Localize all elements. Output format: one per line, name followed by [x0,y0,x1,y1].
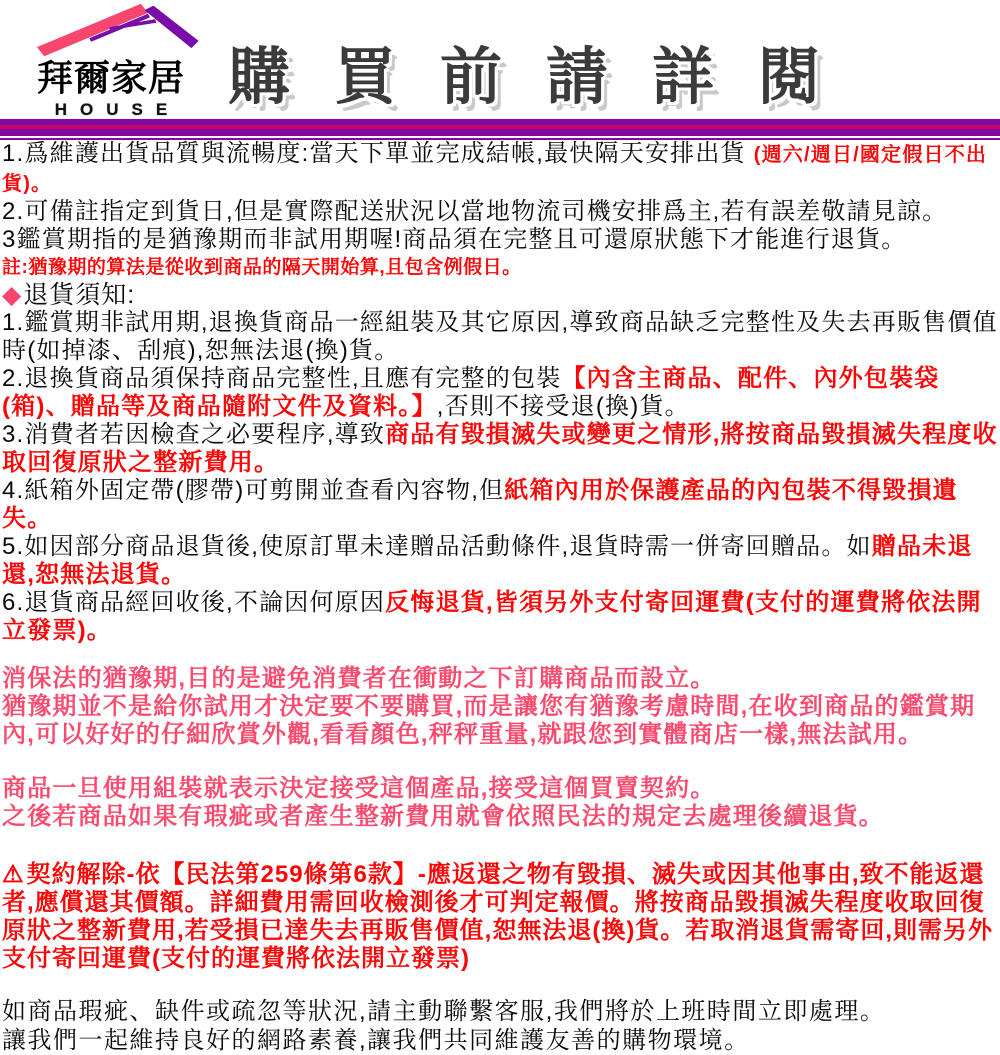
return-item-2-highlight: 【內含主商品、配件、內外包裝袋(箱)、贈品等及商品隨附文件及資料。】 [2,365,940,420]
shipping-note-1 [2,140,998,198]
divider-bar [0,119,1000,140]
contract-clause-text: 契約解除-依【民法第259條第6款】-應返還之物有毀損、滅失或因其他事由,致不能返還者,應償還其價額。詳細費用需回收檢測後才可判定報價。將按商品毀損滅失程度收取回復原狀之整新費用,若受損已達失去再販售價值,恕無法退(換)貨。若取消退貨需寄回,則需另外支付寄回運費(支付的運費將依法開立發票) [2,861,993,972]
return-item-6 [2,589,998,645]
closing-p2: 讓我們一起維持良好的網路素養,讓我們共同維護友善的購物環境。 [2,1027,750,1054]
return-item-5-text: 5.如因部分商品退貨後,使原訂單未達贈品活動條件,退貨時需一併寄回贈品。如 [2,533,872,560]
contract-termination-clause [2,861,998,973]
acceptance-p1: 商品一旦使用組裝就表示決定接受這個產品,接受這個買賣契約。 [2,775,716,802]
return-item-6-highlight: 反悔退貨,皆須另外支付寄回運費(支付的運費將依法開立發票)。 [2,589,982,644]
shipping-note-1-text: 1.爲維護出貨品質與流暢度:當天下單並完成結帳,最快隔天安排出貨 [2,140,746,167]
diamond-icon: ◆ [2,281,23,309]
return-item-2-text-b: ,否則不接受退(換)貨。 [436,393,690,420]
brand-logo [8,2,214,118]
cooling-off-p1: 消保法的猶豫期,目的是避免消費者在衝動之下訂購商品而設立。 [2,665,716,692]
notice-body [0,140,1000,1055]
page-title: 購買前請詳閱 [228,43,865,112]
closing-p1: 如商品瑕疵、缺件或疏忽等狀況,請主動聯繫客服,我們將於上班時間立即處理。 [2,998,886,1025]
return-item-5-highlight: 贈品未退還,恕無法退貨。 [2,533,973,588]
brand-name-en: HOUSE [54,100,181,119]
return-item-1: 1.鑑賞期非試用期,退換貨商品一經組裝及其它原因,導致商品缺乏完整性及失去再販售價值時(如掉漆、刮痕),恕無法退(換)貨。 [2,309,998,364]
return-item-4-highlight: 紙箱內用於保護產品的內包裝不得毀損遺失。 [2,477,958,532]
header [0,0,1000,119]
brand-name-zh: 拜爾家居 [36,57,185,98]
shipping-note-3: 3鑑賞期指的是猶豫期而非試用期喔!商品須在完整且可還原狀態下才能進行退貨。 [2,226,907,253]
acceptance-p2: 之後若商品如果有瑕疵或者產生整新費用就會依照民法的規定去處理後續退貨。 [2,803,884,830]
return-item-2 [2,365,998,421]
return-item-4-text: 4.紙箱外固定帶(膠帶)可剪開並查看內容物,但 [2,477,505,504]
return-item-3-text: 3.消費者若因檢查之必要程序,導致 [2,421,386,448]
shipping-note-1-highlight: (週六/週日/國定假日不出貨)。 [2,144,988,195]
returns-header-label: 退貨須知: [23,281,136,309]
cooling-off-note: 註:猶豫期的算法是從收到商品的隔天開始算,且包含例假日。 [2,257,522,278]
warning-icon: ⚠ [2,861,25,888]
return-item-5 [2,533,998,589]
divider-purple-bottom [0,129,1000,136]
return-item-2-text-a: 2.退換貨商品須保持商品完整性,且應有完整的包裝 [2,365,562,392]
return-item-3-highlight: 商品有毀損滅失或變更之情形,將按商品毀損滅失程度收取回復原狀之整新費用。 [2,421,998,476]
roof-logo-icon [11,2,211,58]
acceptance-explanation [2,775,998,831]
return-item-4 [2,477,998,533]
returns-section-header [2,281,998,309]
closing-message [2,997,998,1055]
return-item-3 [2,421,998,477]
cooling-off-explanation [2,665,998,749]
cooling-off-p2: 猶豫期並不是給你試用才決定要不要購買,而是讓您有猶豫考慮時間,在收到商品的鑑賞期內,可以好好的仔細欣賞外觀,看看顏色,秤秤重量,就跟您到實體商店一樣,無法試用。 [2,693,976,748]
shipping-note-2: 2.可備註指定到貨日,但是實際配送狀況以當地物流司機安排爲主,若有誤差敬請見諒。 [2,198,948,225]
return-item-6-text: 6.退貨商品經回收後,不論因何原因 [2,589,386,616]
